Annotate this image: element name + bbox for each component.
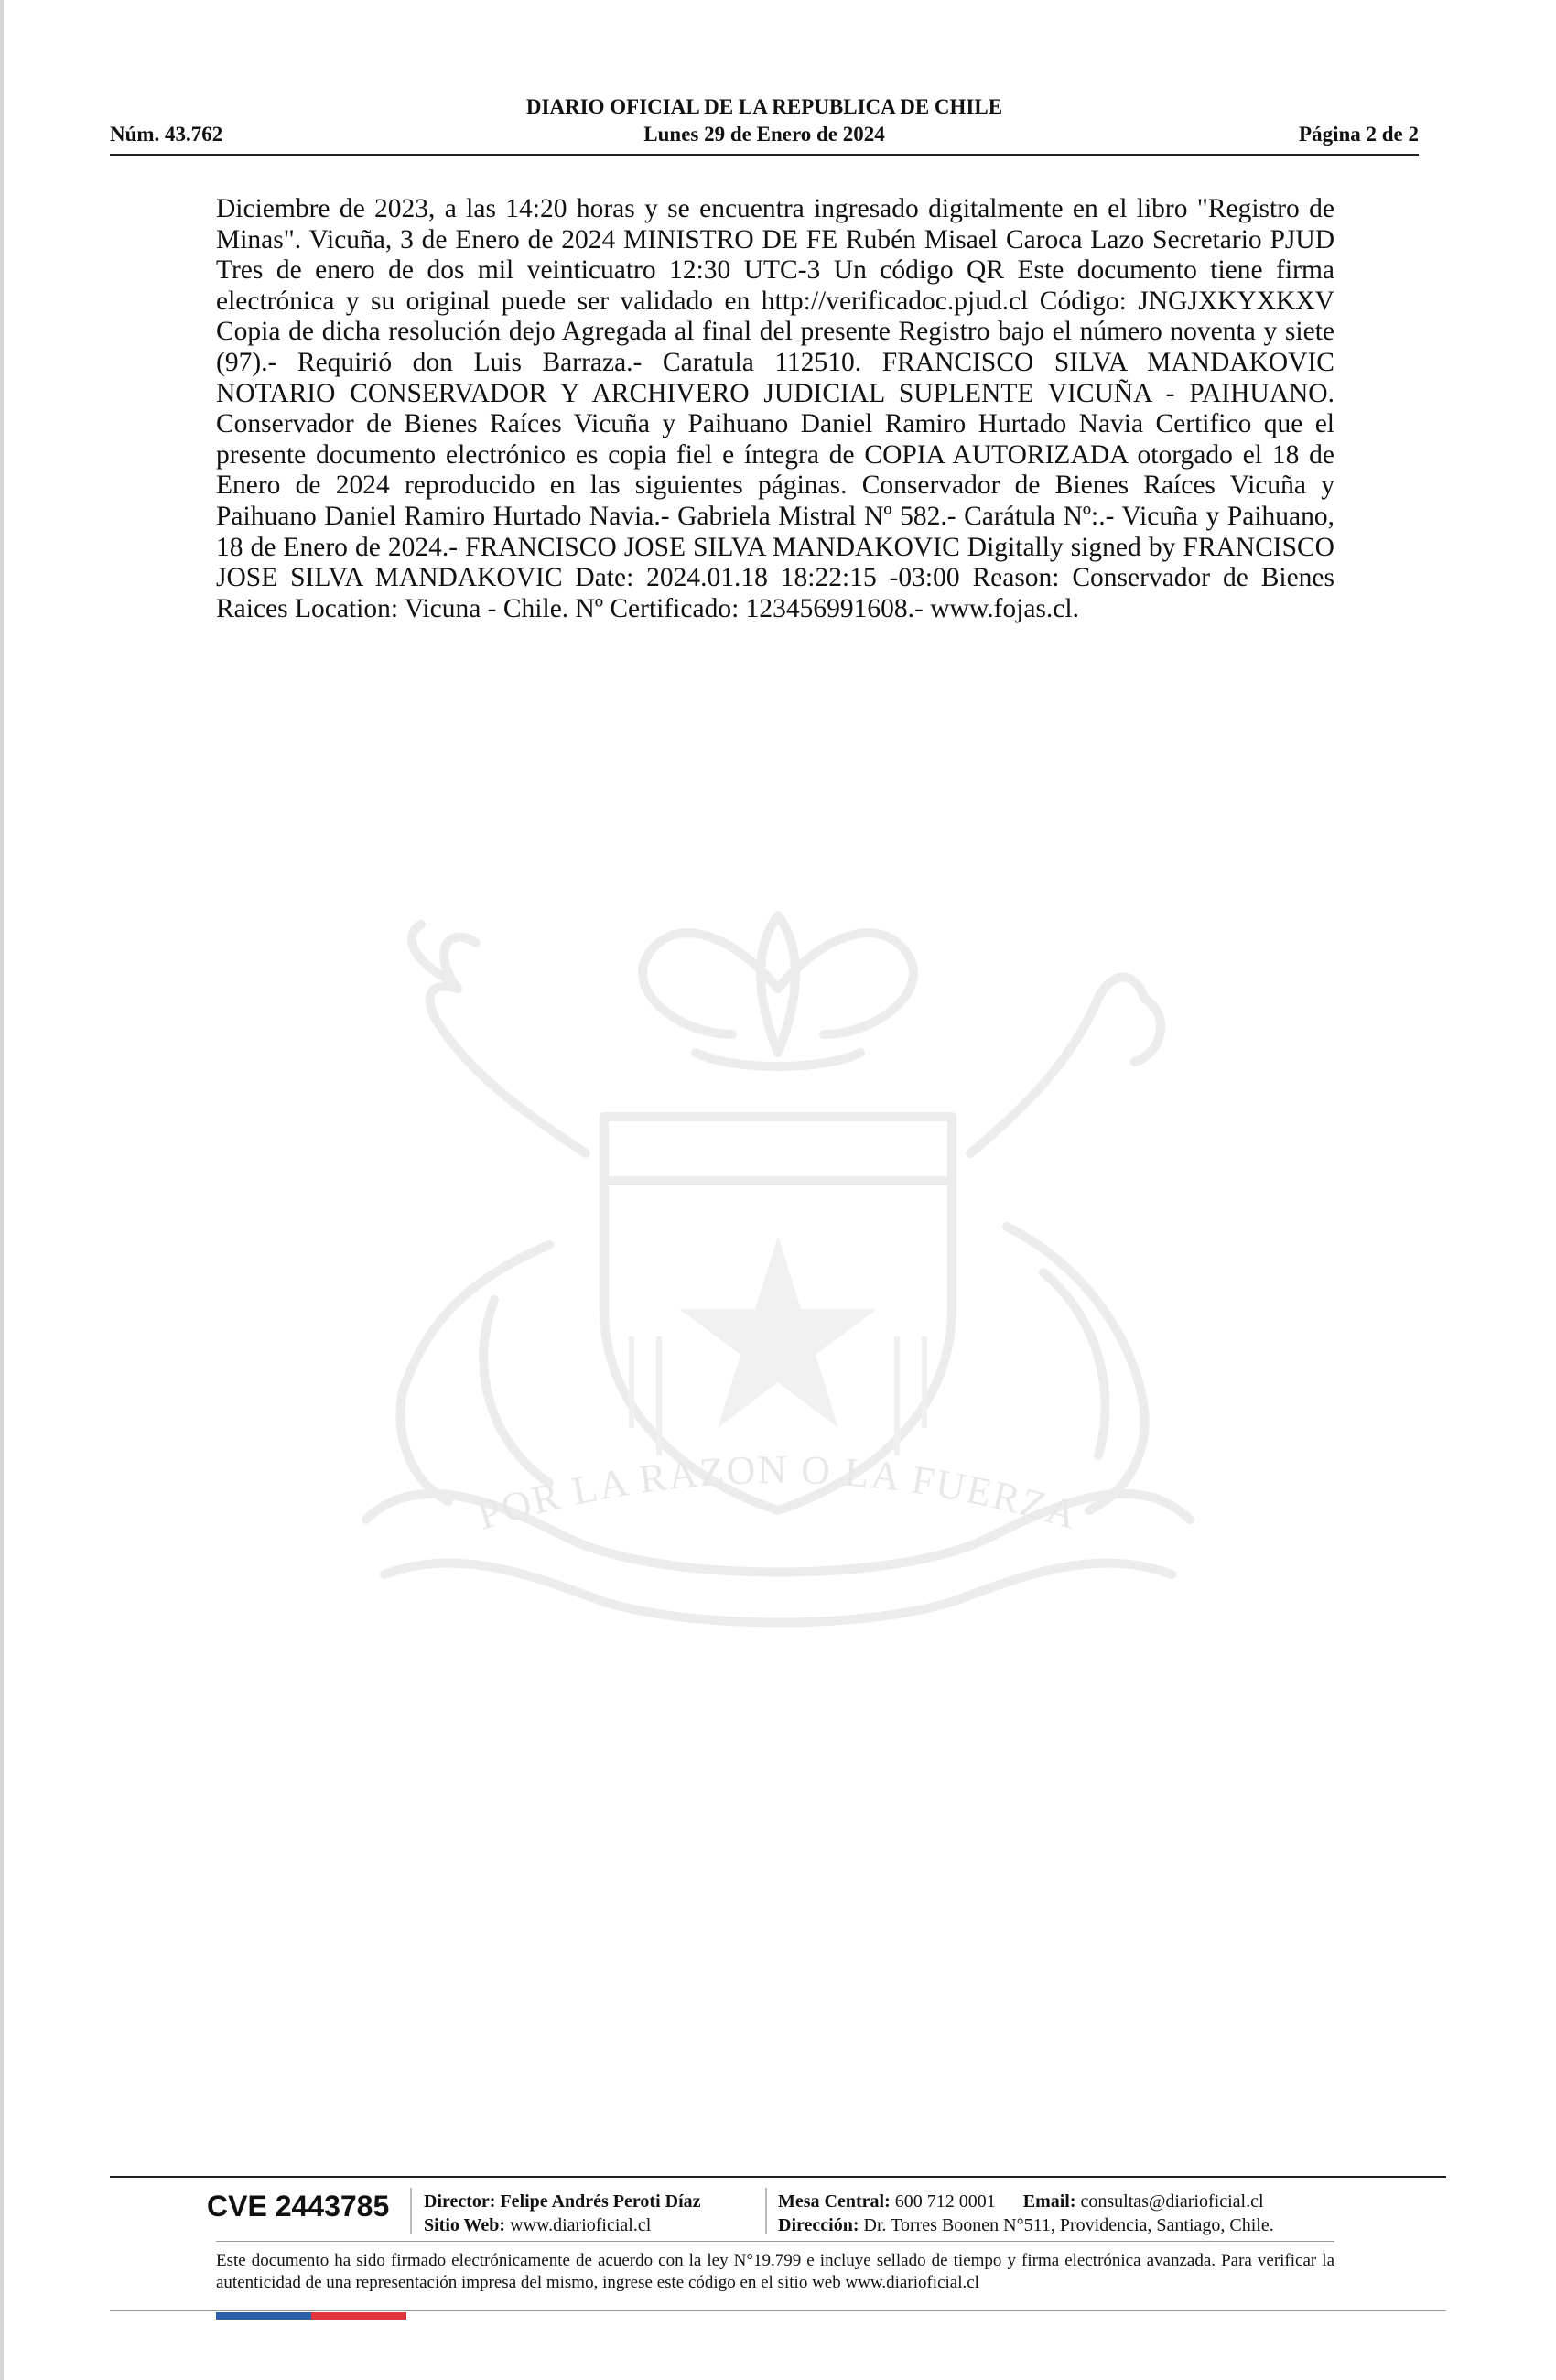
web-link[interactable]: www.diarioficial.cl (510, 2215, 652, 2235)
watermark-motto: POR LA RAZON O LA FUERZA (472, 1446, 1084, 1539)
coat-of-arms-watermark (220, 879, 1336, 1657)
footer-top-divider (110, 2176, 1446, 2178)
newspaper-title: DIARIO OFICIAL DE LA REPUBLICA DE CHILE (525, 95, 1003, 118)
footer-separator (765, 2188, 767, 2234)
web-label: Sitio Web: (424, 2215, 506, 2235)
issue-number: Núm. 43.762 (110, 123, 223, 146)
footer-director-block (424, 2190, 701, 2237)
header-divider (110, 154, 1419, 156)
mesa-label: Mesa Central: (778, 2191, 891, 2212)
contact-line (778, 2190, 1274, 2213)
director-line (424, 2190, 701, 2213)
signature-note: Este documento ha sido firmado electrónicamente de acuerdo con la ley N°19.799 e incluye sellado de tiempo y firma electrónica avanzada. Para verificar la autenticidad de una representación impresa del mismo, ingrese este código en el sitio web www.diarioficial.cl (216, 2251, 1334, 2292)
footer-contact-block (778, 2190, 1274, 2237)
flag-stripe-blue (216, 2312, 311, 2320)
issue-date: Lunes 29 de Enero de 2024 (643, 123, 885, 146)
flag-stripe-red (311, 2312, 406, 2320)
email-link[interactable]: consultas@diarioficial.cl (1080, 2191, 1264, 2212)
document-body-text: Diciembre de 2023, a las 14:20 horas y se encuentra ingresado digitalmente en el libro "Registro de Minas". Vicuña, 3 de Enero de 2024 MINISTRO DE FE Rubén Misael Caroca Lazo Secretario PJUD Tres de enero de dos mil veinticuatro 12:30 UTC-3 Un código QR Este documento tiene firma electrónica y su original puede ser validado en http://verificadoc.pjud.cl Código: JNGJXKYXKXV Copia de dicha resolución dejo Agregada al final del presente Registro bajo el número noventa y siete (97).- Requirió don Luis Barraza.- Caratula 112510. FRANCISCO SILVA MANDAKOVIC NOTARIO CONSERVADOR Y ARCHIVERO JUDICIAL SUPLENTE VICUÑA - PAIHUANO. Conservador de Bienes Raíces Vicuña y Paihuano Daniel Ramiro Hurtado Navia Certifico que el presente documento electrónico es copia fiel e íntegra de COPIA AUTORIZADA otorgado el 18 de Enero de 2024 reproducido en las siguientes páginas. Conservador de Bienes Raíces Vicuña y Paihuano Daniel Ramiro Hurtado Navia.- Gabriela Mistral Nº 582.- Carátula Nº:.- Vicuña y Paihuano, 18 de Enero de 2024.- FRANCISCO JOSE SILVA MANDAKOVIC Digitally signed by FRANCISCO JOSE SILVA MANDAKOVIC Date: 2024.01.18 18:22:15 -03:00 Reason: Conservador de Bienes Raices Location: Vicuna - Chile. Nº Certificado: 123456991608.- www.fojas.cl. (216, 194, 1334, 623)
cve-code: CVE 2443785 (207, 2190, 390, 2223)
email-label: Email: (1022, 2191, 1076, 2212)
footer-bottom-divider (110, 2310, 1446, 2311)
page-edge (0, 0, 4, 2380)
address-label: Dirección: (778, 2215, 859, 2235)
director-label: Director: (424, 2191, 496, 2212)
mesa-phone: 600 712 0001 (894, 2191, 996, 2212)
address-value: Dr. Torres Boonen N°511, Providencia, Santiago, Chile. (863, 2215, 1274, 2235)
address-line (778, 2213, 1274, 2237)
director-name: Felipe Andrés Peroti Díaz (500, 2191, 701, 2212)
web-line (424, 2213, 701, 2237)
footer-mid-divider (216, 2241, 1334, 2242)
page-indicator: Página 2 de 2 (1299, 123, 1419, 146)
footer-separator (410, 2188, 412, 2234)
